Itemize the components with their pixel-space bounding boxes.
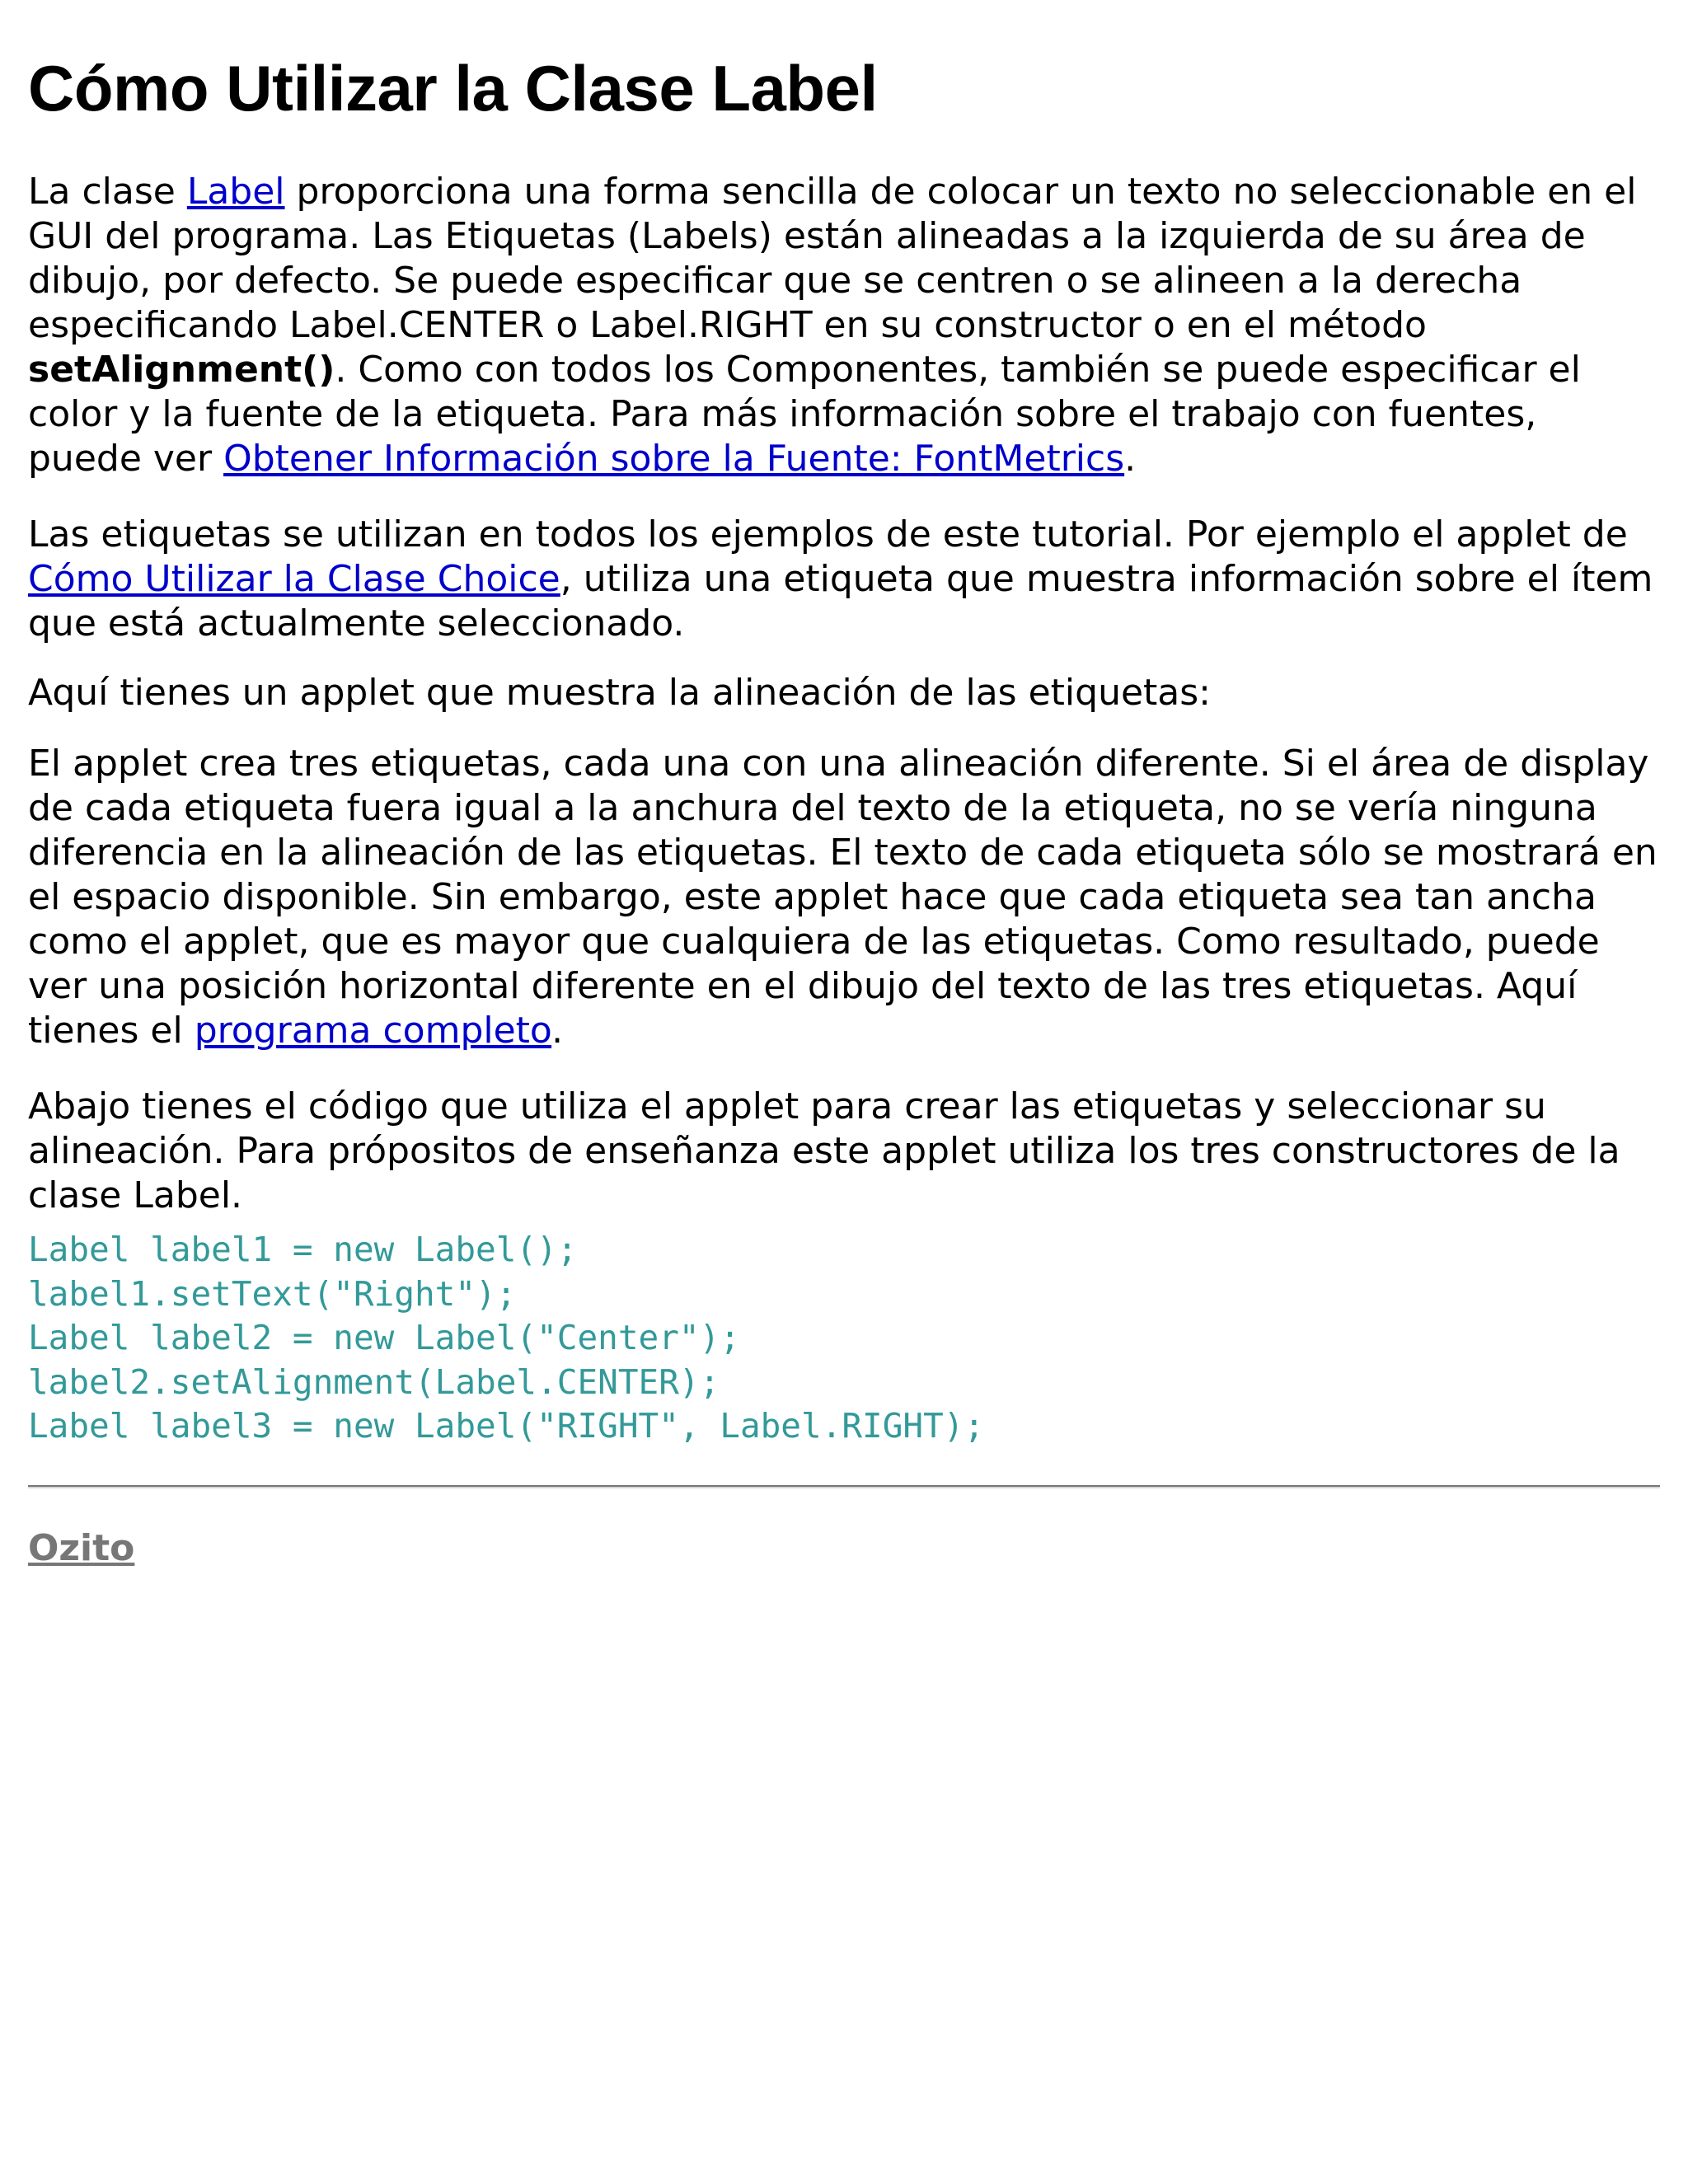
intro-text-2: proporciona una forma sencilla de colocar un texto no seleccionable en el GUI del programa. Las Etiquetas (Labels) están alineadas a la izquierda de su área de dibujo, por defecto. Se puede especificar que se centren o se alineen a la derecha especificando Label.CENTER o Label.RIGHT en su constructor o en el método <box>28 171 1637 346</box>
footer <box>28 1526 1660 1571</box>
code-block: Label label1 = new Label(); label1.setText("Right"); Label label2 = new Label("Center"); label2.setAlignment(Label.CENTER); Label label3 = new Label("RIGHT", Label.RIGHT); <box>28 1230 985 1446</box>
page-content <box>28 0 1660 1571</box>
intro-text-1: La clase <box>28 171 187 213</box>
full-program-link[interactable]: programa completo <box>194 1010 552 1052</box>
examples-text-2: , utiliza una etiqueta que muestra información sobre el ítem que está actualmente seleccionado. <box>28 558 1653 644</box>
page-title: Cómo Utilizar la Clase Label <box>28 52 878 124</box>
intro-paragraph <box>28 170 1660 481</box>
applet-description-end: . <box>551 1010 564 1052</box>
applet-intro-paragraph: Aquí tienes un applet que muestra la alineación de las etiquetas: <box>28 672 1211 714</box>
code-intro-paragraph: Abajo tienes el código que utiliza el applet para crear las etiquetas y seleccionar su alineación. Para própositos de enseñanza este applet utiliza los tres constructores de la clase Label. <box>28 1085 1620 1216</box>
intro-text-4: . <box>1124 438 1137 480</box>
applet-description-paragraph <box>28 742 1660 1053</box>
label-class-link[interactable]: Label <box>186 171 285 213</box>
set-alignment-method: setAlignment() <box>28 349 335 391</box>
fontmetrics-link[interactable]: Obtener Información sobre la Fuente: FontMetrics <box>223 438 1125 480</box>
examples-text-1: Las etiquetas se utilizan en todos los ejemplos de este tutorial. Por ejemplo el applet de <box>28 513 1628 555</box>
horizontal-rule <box>28 1485 1660 1488</box>
choice-class-link[interactable]: Cómo Utilizar la Clase Choice <box>28 558 560 600</box>
intro-text-3: . Como con todos los Componentes, también se puede especificar el color y la fuente de la etiqueta. Para más información sobre el trabajo con fuentes, puede ver <box>28 349 1581 480</box>
ozito-link[interactable]: Ozito <box>28 1526 135 1569</box>
examples-paragraph <box>28 513 1660 646</box>
applet-description-text: El applet crea tres etiquetas, cada una con una alineación diferente. Si el área de display de cada etiqueta fuera igual a la anchura del texto de la etiqueta, no se vería ninguna diferencia en la alineación de las etiquetas. El texto de cada etiqueta sólo se mostrará en el espacio disponible. Sin embargo, este applet hace que cada etiqueta sea tan ancha como el applet, que es mayor que cualquiera de las etiquetas. Como resultado, puede ver una posición horizontal diferente en el dibujo del texto de las tres etiquetas. Aquí tienes el <box>28 743 1658 1052</box>
